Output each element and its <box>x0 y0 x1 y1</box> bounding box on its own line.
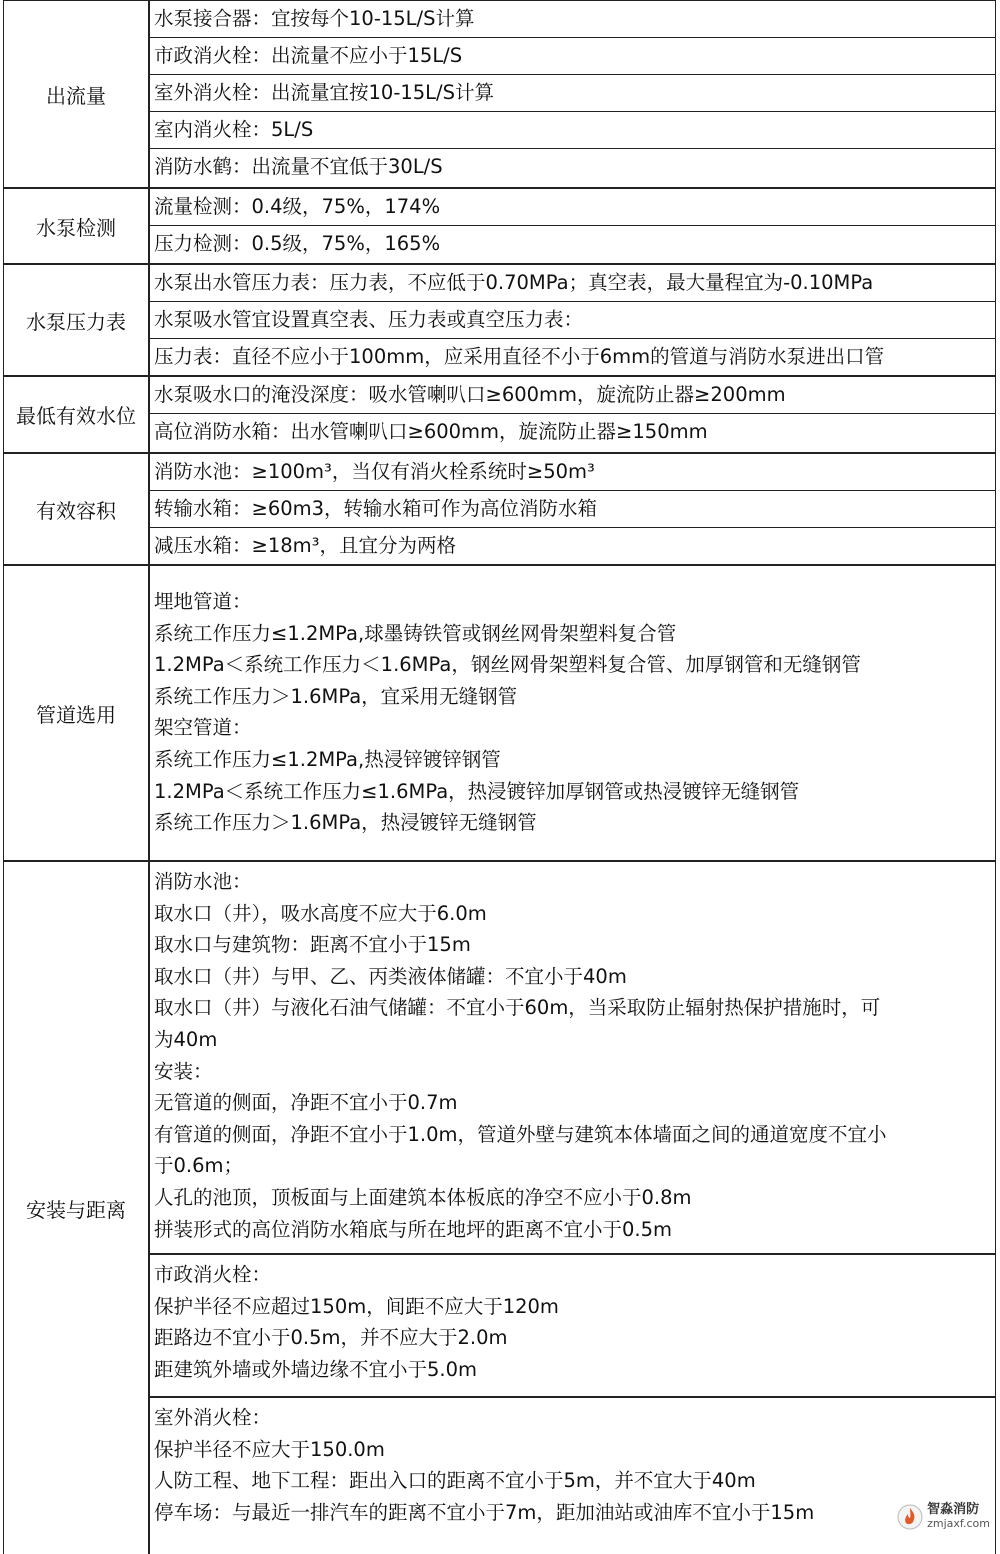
text-line: 保护半径不应超过150m，间距不应大于120m <box>154 1294 559 1318</box>
table-row-volume <box>3 452 996 564</box>
watermark-name: 智淼消防 <box>927 1502 980 1517</box>
row-cells <box>150 566 996 860</box>
text-line: 距路边不宜小于0.5m，并不应大于2.0m <box>154 1326 508 1350</box>
spec-table <box>3 0 996 1554</box>
row-cells <box>150 265 996 375</box>
text-line: 为40m <box>154 1027 218 1051</box>
row-cells <box>150 862 996 1554</box>
table-cell: 高位消防水箱：出水管喇叭口≥600mm，旋流防止器≥150mm <box>150 413 995 450</box>
watermark <box>897 1503 990 1531</box>
text-line: 取水口与建筑物：距离不宜小于15m <box>154 933 471 957</box>
table-cell: 消防水鹤：出流量不宜低于30L/S <box>150 148 995 185</box>
text-line: 取水口（井）与液化石油气储罐：不宜小于60m，当采取防止辐射热保护措施时，可 <box>154 996 881 1020</box>
text-line: 市政消火栓： <box>154 1263 272 1286</box>
text-line: 保护半径不应大于150.0m <box>154 1437 385 1461</box>
flame-logo-icon <box>897 1504 923 1530</box>
text-line: 系统工作压力＞1.6MPa，宜采用无缝钢管 <box>154 684 518 708</box>
text-line: 有管道的侧面，净距不宜小于1.0m，管道外壁与建筑本体墙面之间的通道宽度不宜小 <box>154 1122 887 1146</box>
row-label: 有效容积 <box>3 454 150 564</box>
table-cell: 压力表：直径不应小于100mm，应采用直径不小于6mm的管道与消防水泵进出口管 <box>150 338 995 375</box>
text-line: 于0.6m； <box>154 1154 244 1178</box>
table-cell: 室内消火栓：5L/S <box>150 111 995 148</box>
row-label: 管道选用 <box>3 566 150 860</box>
text-line: 系统工作压力≤1.2MPa,球墨铸铁管或钢丝网骨架塑料复合管 <box>154 621 677 645</box>
table-row-pump-test <box>3 187 996 263</box>
table-cell: 减压水箱：≥18m³，且宜分为两格 <box>150 527 995 564</box>
text-line: 取水口（井），吸水高度不应大于6.0m <box>154 901 487 925</box>
row-cells <box>150 377 996 452</box>
table-cell: 压力检测：0.5级，75%，165% <box>150 225 995 262</box>
row-cells <box>150 454 996 564</box>
text-line: 人孔的池顶，顶板面与上面建筑本体板底的净空不应小于0.8m <box>154 1185 692 1209</box>
text-line: 消防水池： <box>154 870 252 893</box>
table-cell: 水泵接合器：宜按每个10-15L/S计算 <box>154 7 475 30</box>
table-cell: 水泵出水管压力表：压力表，不应低于0.70MPa；真空表，最大量程宜为-0.10MPa <box>154 271 874 294</box>
row-cells <box>150 189 996 263</box>
text-line: 人防工程、地下工程：距出入口的距离不宜小于5m，并不宜大于40m <box>154 1469 756 1493</box>
text-line: 安装： <box>154 1059 213 1083</box>
municipal-hydrant-section <box>150 1253 995 1396</box>
table-cell: 转输水箱：≥60m3，转输水箱可作为高位消防水箱 <box>150 490 995 527</box>
row-label: 安装与距离 <box>3 862 150 1554</box>
text-line: 拼装形式的高位消防水箱底与所在地坪的距离不宜小于0.5m <box>154 1217 673 1241</box>
table-row-pump-gauge <box>3 263 996 375</box>
table-row-flow <box>3 0 996 187</box>
table-row-install <box>3 860 996 1554</box>
table-cell: 水泵吸水口的淹没深度：吸水管喇叭口≥600mm，旋流防止器≥200mm <box>154 383 786 406</box>
text-line: 取水口（井）与甲、乙、丙类液体储罐：不宜小于40m <box>154 964 627 988</box>
watermark-site: zmjaxf.com <box>927 1517 990 1530</box>
row-label: 水泵压力表 <box>3 265 150 375</box>
row-label: 水泵检测 <box>3 189 150 263</box>
text-line: 室外消火栓： <box>154 1406 272 1429</box>
table-cell: 流量检测：0.4级，75%，174% <box>154 195 441 218</box>
text-line: 1.2MPa＜系统工作压力≤1.6MPa，热浸镀锌加厚钢管或热浸镀锌无缝钢管 <box>154 779 800 803</box>
row-cells <box>150 1 996 187</box>
text-line: 系统工作压力＞1.6MPa，热浸镀锌无缝钢管 <box>154 811 537 835</box>
table-cell: 水泵吸水管宜设置真空表、压力表或真空压力表： <box>150 301 995 338</box>
row-label: 最低有效水位 <box>3 377 150 452</box>
text-line: 无管道的侧面，净距不宜小于0.7m <box>154 1091 458 1115</box>
text-line: 埋地管道： <box>154 590 252 613</box>
pool-section <box>150 862 995 1253</box>
table-row-pipe <box>3 564 996 860</box>
text-line: 架空管道： <box>154 716 252 740</box>
outdoor-hydrant-section <box>150 1396 995 1554</box>
text-line: 系统工作压力≤1.2MPa,热浸锌镀锌钢管 <box>154 747 501 771</box>
table-cell: 消防水池：≥100m³，当仅有消火栓系统时≥50m³ <box>154 460 595 483</box>
text-line: 距建筑外墙或外墙边缘不宜小于5.0m <box>154 1357 478 1381</box>
row-label: 出流量 <box>3 1 150 187</box>
table-row-water-level <box>3 375 996 452</box>
table-cell: 市政消火栓：出流量不应小于15L/S <box>150 37 995 74</box>
text-line: 1.2MPa＜系统工作压力＜1.6MPa，钢丝网骨架塑料复合管、加厚钢管和无缝钢管 <box>154 653 861 677</box>
pipe-text-block <box>150 566 995 839</box>
text-line: 停车场：与最近一排汽车的距离不宜小于7m，距加油站或油库不宜小于15m <box>154 1500 815 1524</box>
table-cell: 室外消火栓：出流量宜按10-15L/S计算 <box>150 74 995 111</box>
